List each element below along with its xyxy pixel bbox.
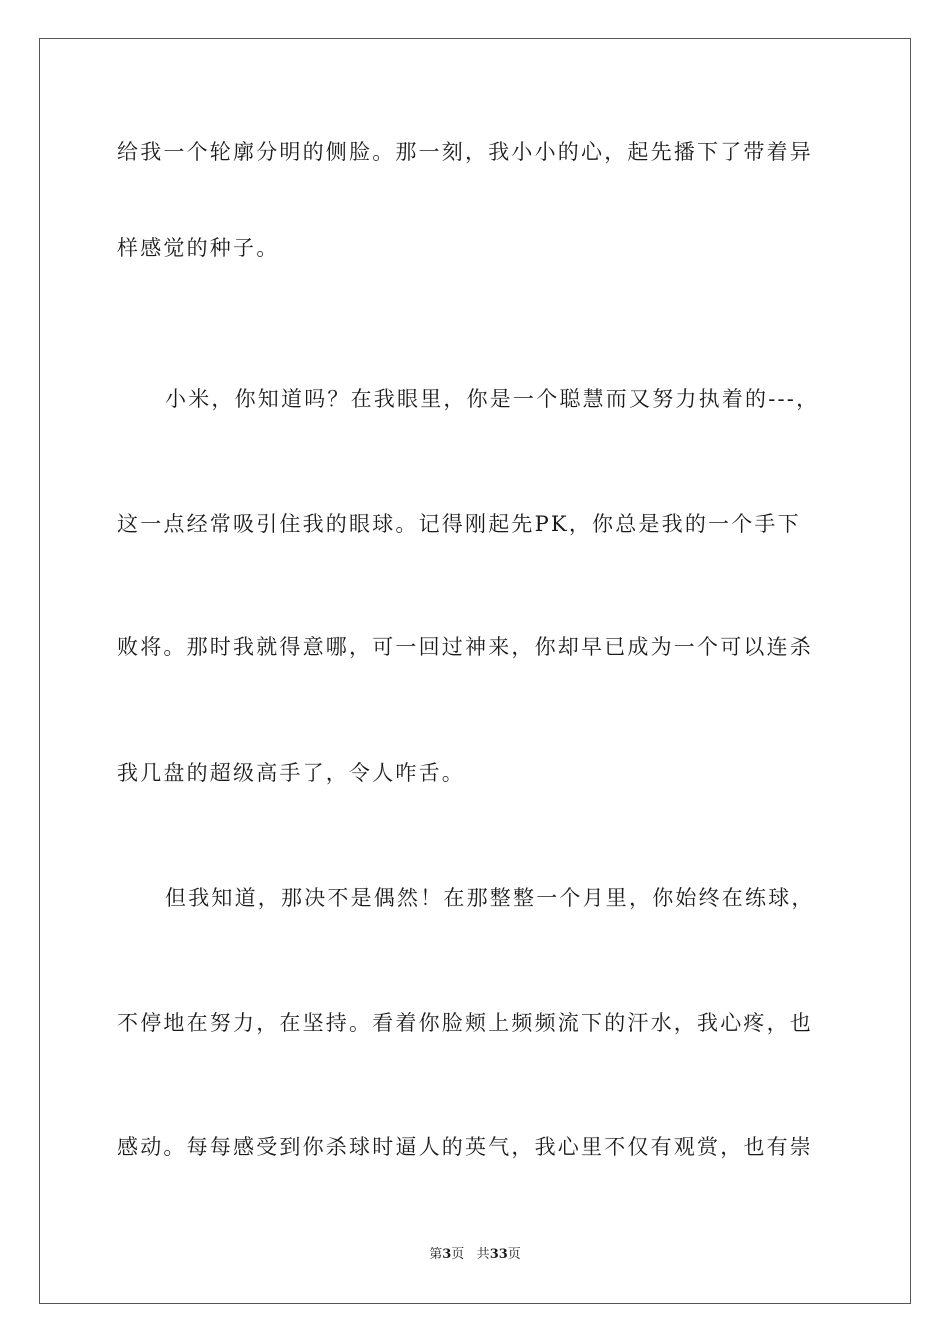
text-line: 样感觉的种子。: [117, 236, 280, 260]
text-line: 我几盘的超级高手了，令人咋舌。: [117, 761, 465, 785]
page-number: 3: [442, 1247, 452, 1262]
text-line: 但我知道，那决不是偶然！在那整整一个月里，你始终在练球，: [165, 886, 815, 910]
total-prefix: 共: [476, 1247, 490, 1262]
text-line: 小米，你知道吗？在我眼里，你是一个聪慧而又努力执着的---，: [165, 387, 820, 411]
page-suffix: 页: [451, 1247, 465, 1262]
text-line: 感动。每每感受到你杀球时逼人的英气，我心里不仅有观赏，也有崇: [117, 1135, 813, 1159]
total-suffix: 页: [507, 1247, 521, 1262]
text-line: 败将。那时我就得意哪，可一回过神来，你却早已成为一个可以连杀: [117, 635, 813, 659]
text-line: 给我一个轮廓分明的侧脸。那一刻，我小小的心，起先播下了带着异: [117, 140, 813, 164]
page-prefix: 第: [429, 1247, 443, 1262]
page-footer: [0, 1246, 950, 1264]
text-line: 不停地在努力，在坚持。看着你脸颊上频频流下的汗水，我心疼，也: [117, 1011, 813, 1035]
page-border: [39, 38, 911, 1304]
text-line: 这一点经常吸引住我的眼球。记得刚起先PK，你总是我的一个手下: [117, 512, 801, 536]
total-pages: 33: [489, 1247, 508, 1262]
